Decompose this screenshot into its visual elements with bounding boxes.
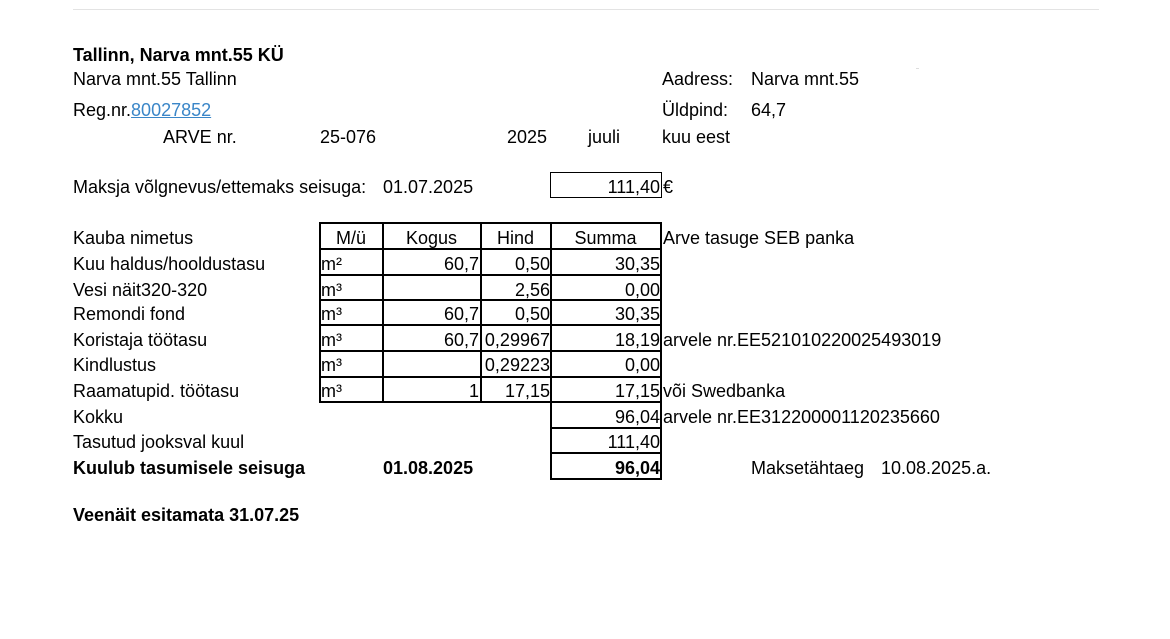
sum-col-border (550, 427, 662, 429)
invoice-period-suffix: kuu eest (662, 127, 731, 147)
total-value: 96,04 (614, 407, 660, 427)
payment-note-swedbank: või Swedbanka (663, 381, 786, 401)
reg-label: Reg.nr. (73, 100, 132, 120)
row-qty: 60,7 (443, 330, 479, 350)
balance-date: 01.07.2025 (383, 177, 474, 197)
reg-number-row (73, 100, 211, 120)
row-price: 0,50 (514, 304, 550, 324)
row-sum: 30,35 (614, 304, 660, 324)
row-name: Kuu haldus/hooldustasu (73, 254, 266, 274)
row-qty: 60,7 (443, 254, 479, 274)
area-value: 64,7 (751, 100, 787, 120)
invoice-month: juuli (588, 127, 621, 147)
row-unit: m³ (321, 381, 342, 401)
address-label: Aadress: (662, 69, 734, 89)
due-label: Kuulub tasumisele seisuga (73, 458, 306, 478)
col-header-qty: Kogus (405, 228, 458, 248)
paid-label: Tasutud jooksval kuul (73, 432, 245, 452)
col-header-price: Hind (496, 228, 535, 248)
row-price: 2,56 (514, 280, 550, 300)
balance-label: Maksja võlgnevus/ettemaks seisuga: (73, 177, 367, 197)
row-price: 0,50 (514, 254, 550, 274)
table-row-border (319, 274, 662, 276)
association-name: Tallinn, Narva mnt.55 KÜ (73, 45, 284, 65)
row-price: 0,29223 (484, 355, 550, 375)
due-date: 01.08.2025 (383, 458, 474, 478)
table-top-border (319, 222, 662, 224)
row-qty: 1 (468, 381, 479, 401)
table-header-border (319, 248, 662, 250)
meter-reading-note: Veenäit esitamata 31.07.25 (73, 505, 300, 525)
table-row-border (319, 376, 662, 378)
sum-col-border (550, 452, 662, 454)
row-unit: m³ (321, 330, 342, 350)
row-sum: 18,19 (614, 330, 660, 350)
row-name: Koristaja töötasu (73, 330, 208, 350)
row-sum: 30,35 (614, 254, 660, 274)
balance-amount: 111,40 (607, 177, 660, 197)
deadline-label: Maksetähtaeg (751, 458, 865, 478)
table-row-border (319, 350, 662, 352)
payment-note-seb: Arve tasuge SEB panka (663, 228, 855, 248)
row-name: Remondi fond (73, 304, 186, 324)
col-header-sum: Summa (574, 228, 637, 248)
association-street: Narva mnt.55 Tallinn (73, 69, 237, 89)
area-label: Üldpind: (662, 100, 729, 120)
due-value: 96,04 (614, 458, 660, 478)
invoice-label: ARVE nr. (163, 127, 237, 147)
invoice-year: 2025 (507, 127, 548, 147)
row-name: Kindlustus (73, 355, 157, 375)
reg-number-link[interactable]: 80027852 (131, 100, 212, 120)
deadline-value: 10.08.2025.a. (881, 458, 992, 478)
row-sum: 0,00 (624, 280, 660, 300)
row-name: Vesi näit320-320 (73, 280, 208, 300)
row-unit: m³ (321, 304, 342, 324)
invoice-number: 25-076 (320, 127, 377, 147)
paid-value: 111,40 (607, 432, 660, 452)
sum-col-border (550, 478, 662, 480)
scan-speck (916, 68, 919, 69)
row-unit: m³ (321, 280, 342, 300)
row-price: 17,15 (504, 381, 550, 401)
balance-currency: € (663, 177, 674, 197)
table-col-border (660, 222, 662, 479)
address-value: Narva mnt.55 (751, 69, 860, 89)
row-sum: 0,00 (624, 355, 660, 375)
row-sum: 17,15 (614, 381, 660, 401)
payment-account-swedbank: arvele nr.EE312200001120235660 (663, 407, 940, 427)
row-price: 0,29967 (484, 330, 550, 350)
row-qty: 60,7 (443, 304, 479, 324)
row-unit: m³ (321, 355, 342, 375)
total-label: Kokku (73, 407, 124, 427)
top-divider (73, 9, 1099, 10)
col-header-name: Kauba nimetus (73, 228, 194, 248)
payment-account-seb: arvele nr.EE521010220025493019 (663, 330, 942, 350)
col-header-unit: M/ü (335, 228, 366, 248)
table-bottom-border (319, 401, 662, 403)
table-row-border (319, 324, 662, 326)
row-unit: m² (321, 254, 342, 274)
row-name: Raamatupid. töötasu (73, 381, 240, 401)
